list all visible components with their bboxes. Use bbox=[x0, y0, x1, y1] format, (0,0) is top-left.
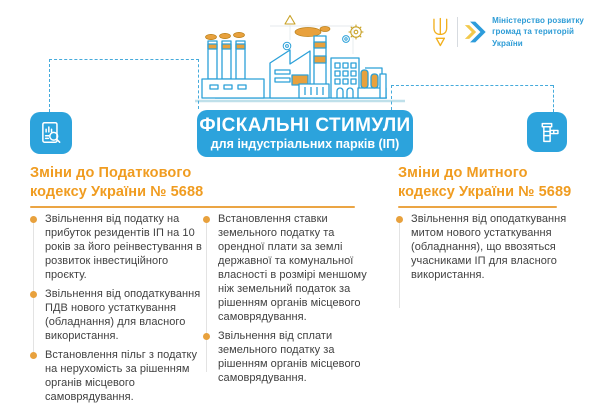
list-item bbox=[203, 329, 373, 385]
connector-right-horizontal bbox=[391, 85, 553, 86]
banner-title: ФІСКАЛЬНІ СТИМУЛИ bbox=[199, 114, 411, 136]
list-item-text: Встановлення ставки земельного податку та орендної плати за землі державної та комунальної власності в розмірі меншому ніж земельний податок за рішенням органів місцевого самоврядування. bbox=[218, 213, 367, 323]
connector-left-horizontal bbox=[49, 59, 199, 60]
customs-section-icon bbox=[527, 112, 567, 152]
bullet-dot bbox=[203, 216, 210, 223]
tax-bullets-column-2 bbox=[203, 212, 373, 390]
bullet-dot bbox=[30, 352, 37, 359]
banner-subtitle: для індустріальних парків (ІП) bbox=[210, 137, 400, 152]
connector-right-rise bbox=[391, 85, 392, 110]
list-item-text: Звільнення від сплати земельного податку за рішенням органів місцевого самоврядування. bbox=[218, 330, 361, 384]
ministry-name-line2: громад та територій України bbox=[492, 27, 575, 48]
list-item bbox=[203, 212, 373, 324]
list-item-text: Звільнення від оподаткування ПДВ нового устаткування (обладнання) для власного використання. bbox=[45, 288, 201, 342]
trident-icon bbox=[430, 14, 451, 50]
bullet-dot bbox=[396, 216, 403, 223]
banner bbox=[197, 110, 413, 157]
list-item-text: Звільнення від оподаткування митом нового устаткування (обладнання), що ввозяться учасниками ІП для власного використання. bbox=[411, 213, 567, 281]
tax-bullets-column-1 bbox=[30, 212, 202, 409]
customs-barrier-icon bbox=[535, 120, 560, 145]
customs-bullets-column bbox=[396, 212, 572, 287]
ministry-name-line1: Міністерство розвитку bbox=[492, 15, 584, 25]
list-item bbox=[30, 348, 202, 404]
bullet-dot bbox=[203, 333, 210, 340]
customs-section-divider bbox=[398, 206, 557, 208]
list-item-text: Звільнення від податку на прибуток резидентів ІП на 10 років за його реінвестування в розвиток інвестиційного проєкту. bbox=[45, 213, 202, 281]
tax-section-divider bbox=[30, 206, 355, 208]
bullet-dot bbox=[30, 291, 37, 298]
list-item bbox=[30, 287, 202, 343]
tax-heading-line1: Зміни до Податкового bbox=[30, 165, 192, 181]
chart-document-icon bbox=[38, 120, 64, 146]
customs-heading-line2: кодексу України № 5689 bbox=[398, 183, 572, 200]
tax-section-icon bbox=[30, 112, 72, 154]
list-item bbox=[30, 212, 202, 282]
customs-section-heading bbox=[398, 164, 571, 201]
bullet-dot bbox=[30, 216, 37, 223]
logo-divider bbox=[457, 17, 458, 47]
ministry-name bbox=[492, 15, 600, 50]
connector-right-drop bbox=[553, 85, 554, 112]
tax-heading-line2: кодексу України № 5688 bbox=[30, 183, 204, 200]
factory-illustration bbox=[195, 12, 405, 104]
ministry-logo bbox=[430, 14, 600, 50]
chevron-icon bbox=[464, 17, 487, 47]
connector-left-drop bbox=[198, 59, 199, 109]
connector-left-vertical bbox=[49, 59, 50, 112]
tax-section-heading bbox=[30, 164, 203, 201]
list-item-text: Встановлення пільг з податку на нерухомість за рішенням органів місцевого самоврядування. bbox=[45, 349, 198, 403]
customs-heading-line1: Зміни до Митного bbox=[398, 165, 528, 181]
list-item bbox=[396, 212, 572, 282]
